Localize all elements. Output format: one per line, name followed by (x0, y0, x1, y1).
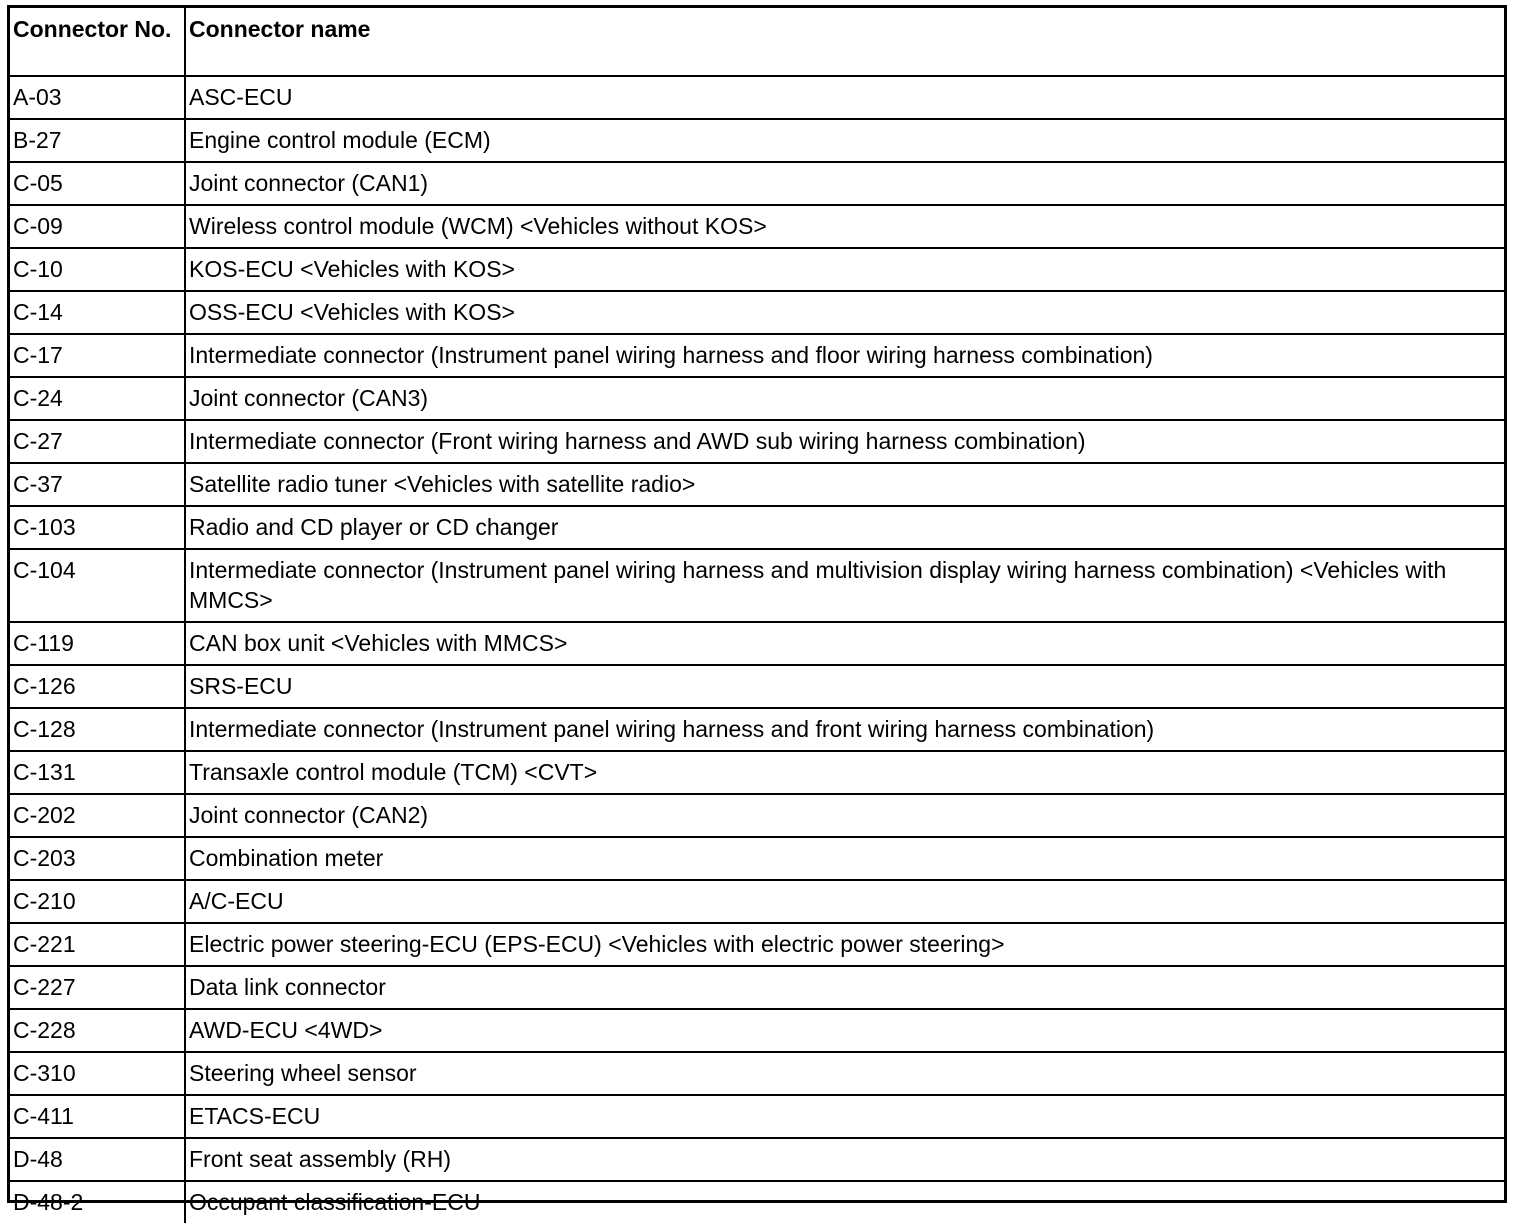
connector-no-cell: C-24 (10, 377, 185, 420)
table-row (10, 837, 1504, 880)
connector-no-cell: A-03 (10, 76, 185, 119)
table-row (10, 248, 1504, 291)
table-row (10, 1052, 1504, 1095)
table-row (10, 1095, 1504, 1138)
connector-no-cell: C-27 (10, 420, 185, 463)
connector-name-cell: Intermediate connector (Instrument panel wiring harness and floor wiring harness combination) (185, 334, 1504, 377)
connector-no-cell: C-202 (10, 794, 185, 837)
connector-no-cell: C-126 (10, 665, 185, 708)
connector-no-cell: D-48 (10, 1138, 185, 1181)
connector-name-cell: Joint connector (CAN1) (185, 162, 1504, 205)
connector-name-cell: OSS-ECU <Vehicles with KOS> (185, 291, 1504, 334)
connector-name-cell: Front seat assembly (RH) (185, 1138, 1504, 1181)
connector-no-cell: C-128 (10, 708, 185, 751)
connector-name-cell: CAN box unit <Vehicles with MMCS> (185, 622, 1504, 665)
connector-no-cell: C-310 (10, 1052, 185, 1095)
connector-no-cell: C-17 (10, 334, 185, 377)
connector-no-cell: D-48-2 (10, 1181, 185, 1223)
connector-name-cell: Wireless control module (WCM) <Vehicles without KOS> (185, 205, 1504, 248)
connector-name-cell: Joint connector (CAN2) (185, 794, 1504, 837)
table-row (10, 1138, 1504, 1181)
table-row (10, 377, 1504, 420)
connector-table-frame (7, 5, 1507, 1215)
connector-name-cell: Engine control module (ECM) (185, 119, 1504, 162)
connector-no-cell: C-119 (10, 622, 185, 665)
connector-no-cell: C-103 (10, 506, 185, 549)
table-row (10, 463, 1504, 506)
connector-name-cell: Radio and CD player or CD changer (185, 506, 1504, 549)
table-row (10, 205, 1504, 248)
connector-name-cell: Satellite radio tuner <Vehicles with satellite radio> (185, 463, 1504, 506)
table-row (10, 506, 1504, 549)
table-row (10, 665, 1504, 708)
connector-no-cell: C-10 (10, 248, 185, 291)
table-row (10, 76, 1504, 119)
table-row (10, 1181, 1504, 1223)
connector-name-cell: ASC-ECU (185, 76, 1504, 119)
table-row (10, 923, 1504, 966)
connector-name-cell: KOS-ECU <Vehicles with KOS> (185, 248, 1504, 291)
table-row (10, 162, 1504, 205)
table-row (10, 119, 1504, 162)
connector-name-cell: Intermediate connector (Instrument panel wiring harness and multivision display wiring harness combination) <Vehicles with MMCS> (185, 549, 1504, 622)
table-row (10, 751, 1504, 794)
connector-name-cell: Combination meter (185, 837, 1504, 880)
connector-name-cell: ETACS-ECU (185, 1095, 1504, 1138)
connector-name-cell: Joint connector (CAN3) (185, 377, 1504, 420)
table-row (10, 420, 1504, 463)
connector-name-cell: SRS-ECU (185, 665, 1504, 708)
table-row (10, 622, 1504, 665)
table-row (10, 291, 1504, 334)
connector-table (10, 8, 1504, 1223)
table-row (10, 334, 1504, 377)
connector-no-cell: C-203 (10, 837, 185, 880)
header-connector-no: Connector No. (10, 8, 185, 76)
table-row (10, 708, 1504, 751)
connector-no-cell: C-227 (10, 966, 185, 1009)
connector-no-cell: B-27 (10, 119, 185, 162)
connector-name-cell: A/C-ECU (185, 880, 1504, 923)
table-header-row (10, 8, 1504, 76)
connector-no-cell: C-210 (10, 880, 185, 923)
table-row (10, 794, 1504, 837)
connector-name-cell: Intermediate connector (Instrument panel wiring harness and front wiring harness combination) (185, 708, 1504, 751)
connector-no-cell: C-09 (10, 205, 185, 248)
table-row (10, 966, 1504, 1009)
connector-no-cell: C-221 (10, 923, 185, 966)
connector-no-cell: C-131 (10, 751, 185, 794)
connector-name-cell: Data link connector (185, 966, 1504, 1009)
connector-name-cell: Electric power steering-ECU (EPS-ECU) <Vehicles with electric power steering> (185, 923, 1504, 966)
header-connector-name: Connector name (185, 8, 1504, 76)
connector-no-cell: C-411 (10, 1095, 185, 1138)
connector-no-cell: C-104 (10, 549, 185, 622)
connector-name-cell: Steering wheel sensor (185, 1052, 1504, 1095)
connector-name-cell: Occupant classification-ECU (185, 1181, 1504, 1223)
connector-name-cell: Transaxle control module (TCM) <CVT> (185, 751, 1504, 794)
table-row (10, 880, 1504, 923)
connector-no-cell: C-228 (10, 1009, 185, 1052)
connector-no-cell: C-05 (10, 162, 185, 205)
connector-name-cell: AWD-ECU <4WD> (185, 1009, 1504, 1052)
table-row (10, 549, 1504, 622)
connector-name-cell: Intermediate connector (Front wiring harness and AWD sub wiring harness combination) (185, 420, 1504, 463)
table-row (10, 1009, 1504, 1052)
connector-no-cell: C-37 (10, 463, 185, 506)
connector-no-cell: C-14 (10, 291, 185, 334)
